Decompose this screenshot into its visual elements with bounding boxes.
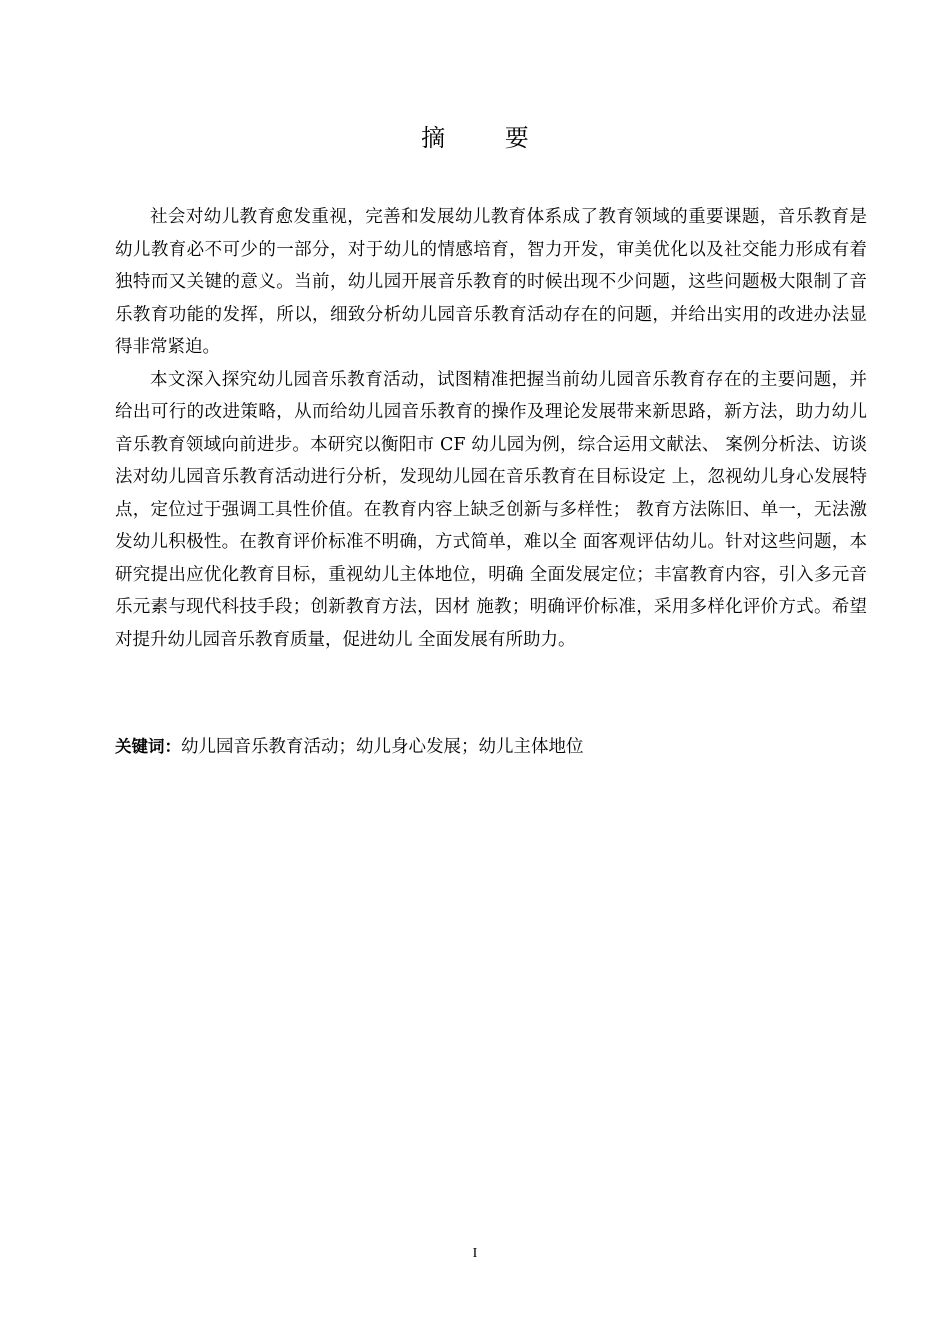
- keywords-line: [115, 731, 867, 763]
- keywords-text: 幼儿园音乐教育活动；幼儿身心发展；幼儿主体地位: [181, 737, 584, 757]
- page-number: I: [472, 1246, 478, 1261]
- abstract-paragraph-1: 社会对幼儿教育愈发重视，完善和发展幼儿教育体系成了教育领域的重要课题，音乐教育是幼儿教育必不可少的一部分，对于幼儿的情感培育，智力开发，审美优化以及社交能力形成有着独特而又关键的意义。当前，幼儿园开展音乐教育的时候出现不少问题，这些问题极大限制了音乐教育功能的发挥，所以，细致分析幼儿园音乐教育活动存在的问题，并给出实用的改进办法显得非常紧迫。: [115, 207, 867, 357]
- abstract-title: 摘 要: [421, 124, 555, 152]
- keywords-label: 关键词：: [115, 737, 181, 756]
- abstract-body: [115, 201, 867, 656]
- abstract-paragraph-2: 本文深入探究幼儿园音乐教育活动，试图精准把握当前幼儿园音乐教育存在的主要问题，并给出可行的改进策略，从而给幼儿园音乐教育的操作及理论发展带来新思路，新方法，助力幼儿音乐教育领域向前进步。本研究以衡阳市 CF 幼儿园为例，综合运用文献法、 案例分析法、访谈法对幼儿园音乐教育活动进行分析，发现幼儿园在音乐教育在目标设定 上，忽视幼儿身心发展特点，定位过于强调工具性价值。在教育内容上缺乏创新与多样性； 教育方法陈旧、单一，无法激发幼儿积极性。在教育评价标准不明确，方式简单，难以全 面客观评估幼儿。针对这些问题，本研究提出应优化教育目标，重视幼儿主体地位，明确 全面发展定位；丰富教育内容，引入多元音乐元素与现代科技手段；创新教育方法，因材 施教；明确评价标准，采用多样化评价方式。希望对提升幼儿园音乐教育质量，促进幼儿 全面发展有所助力。: [115, 369, 867, 650]
